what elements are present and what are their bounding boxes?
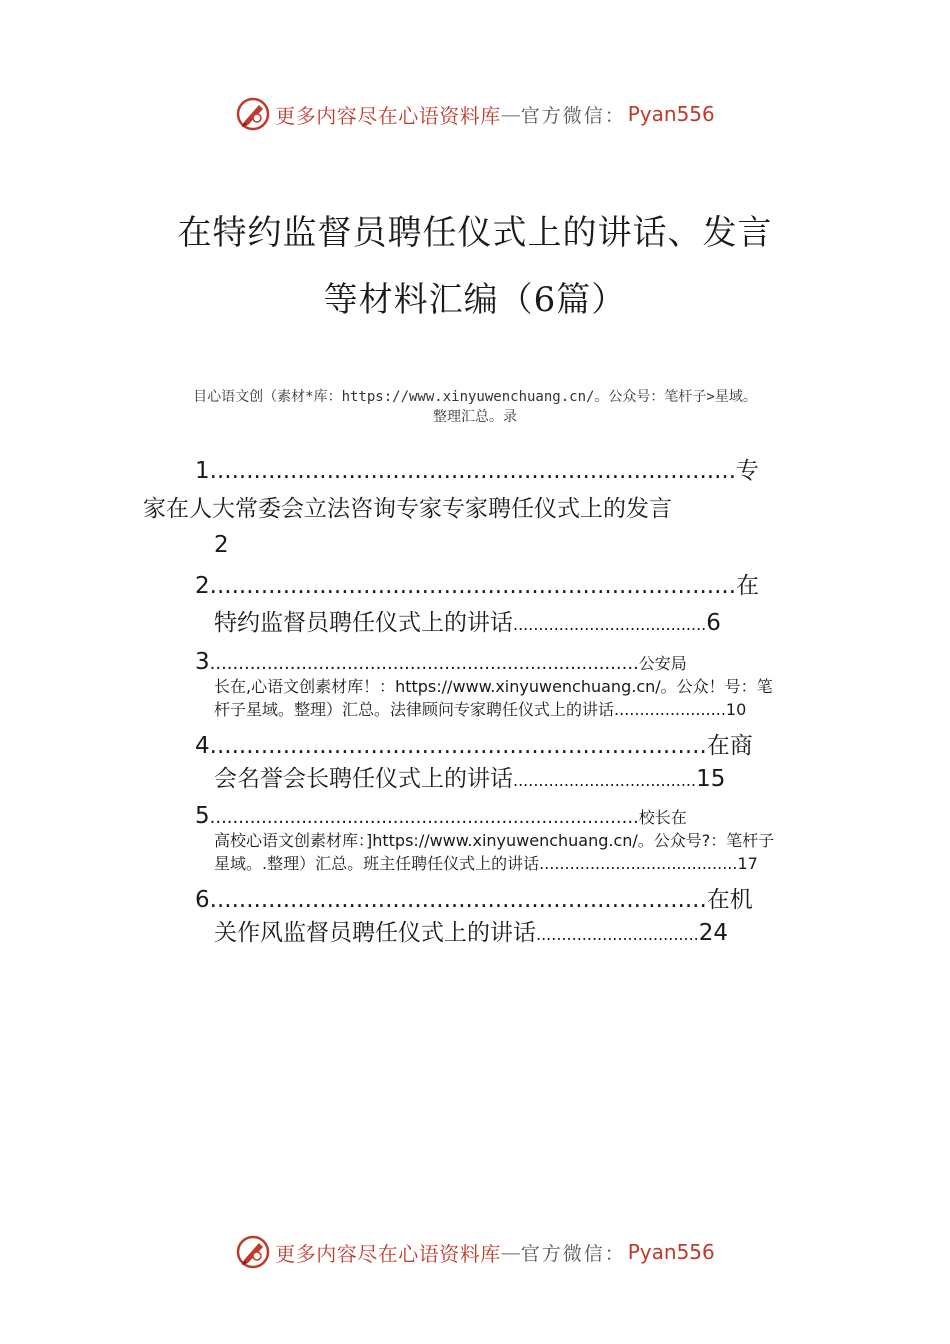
toc-entry-1-line-1[interactable] <box>195 454 825 488</box>
toc-page-number: 6 <box>706 610 721 636</box>
toc-entry-title-start: 专 <box>736 458 760 484</box>
toc-entry-number: 6 <box>195 887 210 913</box>
toc-entry-6-line-1[interactable] <box>195 883 835 917</box>
toc-leader-dots: ........................................................................... <box>209 807 639 828</box>
banner-wechat-id: Pyan556 <box>627 1240 715 1264</box>
document-title-line-2: 等材料汇编（6篇） <box>323 280 627 320</box>
toc-entry-title: 关作风监督员聘任仪式上的讲话 <box>214 920 536 946</box>
banner-separator: — <box>500 102 521 126</box>
toc-leader-dots: .................................................................... <box>209 887 707 913</box>
toc-entry-3-line-3[interactable] <box>214 699 814 721</box>
toc-entry-number: 4 <box>195 733 210 759</box>
toc-leader-dots: ................................ <box>536 925 699 944</box>
toc-leader-dots: .................................... <box>513 771 697 790</box>
toc-entry-title: 杆子星域。整理）汇总。法律顾问专家聘任仪式上的讲话 <box>214 700 615 719</box>
banner-wechat-label: 官方微信： <box>520 1242 626 1265</box>
toc-leader-dots: ........................................................................ <box>209 573 737 599</box>
banner-text: 更多内容尽在心语资料库 <box>275 103 501 128</box>
toc-leader-dots: ...................................... <box>513 615 707 634</box>
toc-page-number: 24 <box>698 920 729 946</box>
banner-separator: — <box>500 1240 521 1264</box>
banner-wechat-label: 官方微信： <box>520 104 626 127</box>
source-note-line-2: 整理汇总。录 <box>433 409 517 425</box>
toc-leader-dots: .................................................................... <box>209 733 707 759</box>
toc-entry-5-line-2[interactable] <box>214 830 844 852</box>
toc-entry-5-line-3[interactable] <box>214 853 814 875</box>
source-note-line-1: 目心语文创（素材*库：https://www.xinyuwenchuang.cn/。公众号：笔杆子>星域。 <box>193 389 757 405</box>
toc-page-number: 2 <box>214 532 229 558</box>
toc-entry-number: 5 <box>195 803 210 829</box>
toc-leader-dots: ........................................................................ <box>209 458 737 484</box>
toc-entry-number: 2 <box>195 573 210 599</box>
pen-seal-logo-icon <box>235 1234 271 1270</box>
toc-entry-title-start: 校长在 <box>638 808 687 827</box>
toc-entry-number: 3 <box>195 649 210 675</box>
toc-entry-title: 特约监督员聘任仪式上的讲话 <box>214 610 513 636</box>
toc-entry-1-page <box>214 528 314 562</box>
toc-entry-title: 会名誉会长聘任仪式上的讲话 <box>214 766 513 792</box>
toc-entry-title: 长在,心语文创素材库！：https://www.xinyuwenchuang.cn/。公众！号：笔 <box>214 677 773 696</box>
toc-leader-dots: ....................................... <box>539 854 738 873</box>
toc-entry-3-line-2[interactable] <box>214 676 834 698</box>
toc-page-number: 10 <box>725 700 747 719</box>
banner-wechat-id: Pyan556 <box>627 102 715 126</box>
toc-entry-title-start: 在 <box>736 573 760 599</box>
toc-entry-title: 家在人大常委会立法咨询专家专家聘任仪式上的发言 <box>143 496 672 522</box>
toc-leader-dots: ...................... <box>614 700 726 719</box>
document-title-line-1: 在特约监督员聘任仪式上的讲话、发言 <box>177 213 773 253</box>
toc-entry-2-line-2[interactable] <box>214 606 814 642</box>
toc-entry-number: 1 <box>195 458 210 484</box>
toc-entry-title: 星域。.整理）汇总。班主任聘任仪式上的讲话 <box>214 854 540 873</box>
toc-entry-title-start: 在机 <box>706 887 753 913</box>
toc-entry-title: 高校心语文创素材库：]https://www.xinyuwenchuang.cn/。公众号?：笔杆子 <box>214 831 775 850</box>
toc-entry-title-start: 公安局 <box>638 654 687 673</box>
banner-text: 更多内容尽在心语资料库 <box>275 1241 501 1266</box>
toc-entry-4-line-1[interactable] <box>195 729 835 763</box>
toc-leader-dots: ........................................................................... <box>209 653 639 674</box>
toc-entry-2-line-1[interactable] <box>195 569 825 603</box>
toc-entry-4-line-2[interactable] <box>214 762 814 798</box>
toc-entry-1-line-2[interactable] <box>143 492 843 526</box>
toc-entry-6-line-2[interactable] <box>214 916 814 952</box>
toc-page-number: 15 <box>696 766 726 792</box>
toc-entry-title-start: 在商 <box>706 733 753 759</box>
toc-page-number: 17 <box>737 854 758 873</box>
footer-banner <box>0 1232 950 1272</box>
